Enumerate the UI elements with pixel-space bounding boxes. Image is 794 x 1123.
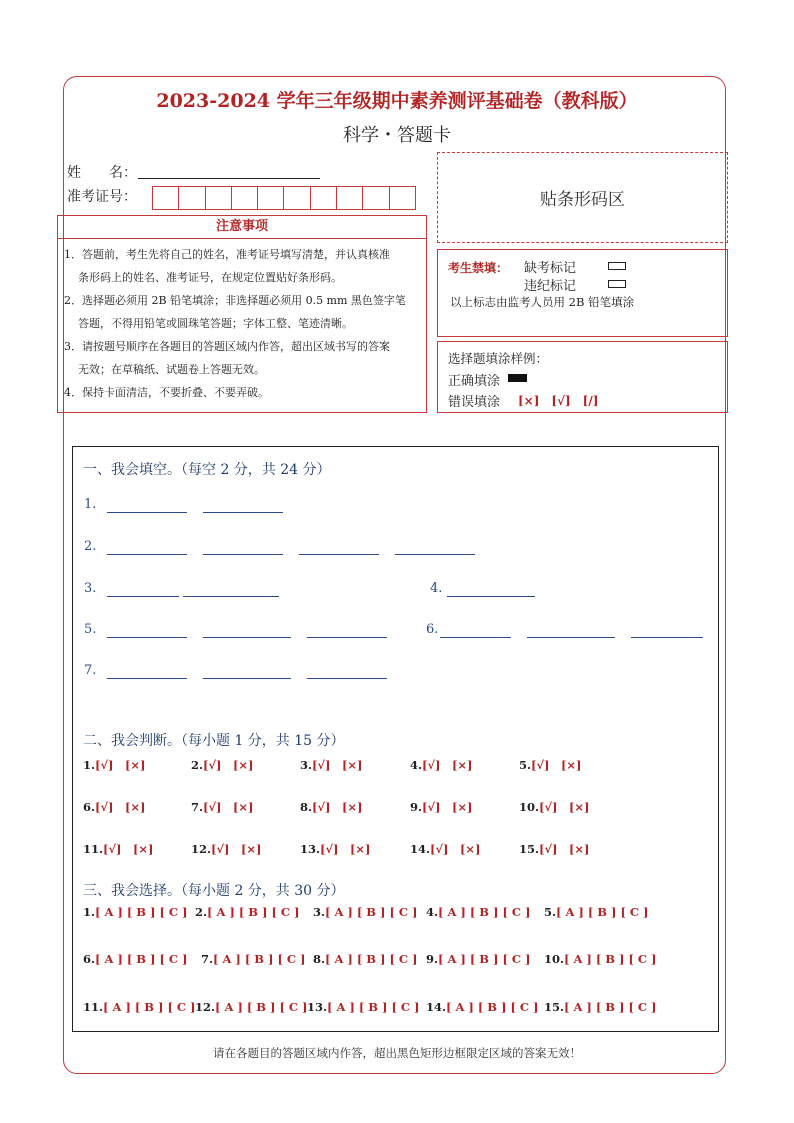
section1-title: 一、我会填空。（每空 2 分，共 24 分） — [83, 462, 331, 478]
choice-item[interactable]: 8.[ A ] [ B ] [ C ] — [313, 952, 418, 966]
footer-note: 请在各题目的答题区域内作答，超出黑色矩形边框限定区域的答案无效！ — [213, 1046, 581, 1060]
barcode-area: 贴条形码区 — [437, 152, 728, 243]
choice-item[interactable]: 2.[ A ] [ B ] [ C ] — [195, 905, 300, 919]
q3-number: 3. — [84, 581, 97, 596]
notice-item: 无效；在草稿纸、试题卷上答题无效。 — [78, 363, 265, 376]
choice-item[interactable]: 4.[ A ] [ B ] [ C ] — [426, 905, 531, 919]
blank-line[interactable] — [440, 637, 511, 638]
judge-item[interactable]: 1.[√] [×] — [83, 758, 146, 772]
q5-number: 5. — [84, 622, 97, 637]
judge-item[interactable]: 15.[√] [×] — [519, 842, 590, 856]
blank-line[interactable] — [107, 678, 187, 679]
blank-line[interactable] — [183, 596, 279, 597]
judge-item[interactable]: 7.[√] [×] — [191, 800, 254, 814]
blank-line[interactable] — [395, 554, 475, 555]
notice-item: 4．保持卡面清洁，不要折叠、不要弄破。 — [64, 386, 269, 399]
choice-item[interactable]: 1.[ A ] [ B ] [ C ] — [83, 905, 188, 919]
name-field[interactable] — [138, 178, 320, 179]
blank-line[interactable] — [203, 512, 283, 513]
judge-item[interactable]: 6.[√] [×] — [83, 800, 146, 814]
blank-line[interactable] — [107, 637, 187, 638]
name-label: 姓 名： — [67, 165, 137, 181]
notice-item: 条形码上的姓名、准考证号，在规定位置贴好条形码。 — [78, 271, 342, 284]
judge-item[interactable]: 9.[√] [×] — [410, 800, 473, 814]
q6-number: 6. — [426, 622, 439, 637]
judge-item[interactable]: 5.[√] [×] — [519, 758, 582, 772]
judge-item[interactable]: 13.[√] [×] — [300, 842, 371, 856]
examiner-only-box — [437, 249, 728, 337]
q2-number: 2. — [84, 539, 97, 554]
choice-item[interactable]: 10.[ A ] [ B ] [ C ] — [544, 952, 657, 966]
blank-line[interactable] — [107, 512, 187, 513]
wrong-fill-marks: [×] [√] [/] — [518, 394, 599, 408]
notice-heading: 注意事项 — [58, 216, 426, 239]
choice-item[interactable]: 11.[ A ] [ B ] [ C ] — [83, 1000, 196, 1014]
blank-line[interactable] — [203, 554, 283, 555]
choice-item[interactable]: 5.[ A ] [ B ] [ C ] — [544, 905, 649, 919]
violation-mark-box[interactable] — [608, 280, 626, 288]
blank-line[interactable] — [107, 554, 187, 555]
section2-title: 二、我会判断。（每小题 1 分，共 15 分） — [83, 733, 345, 749]
notice-item: 1．答题前，考生先将自己的姓名，准考证号填写清楚，并认真核准 — [64, 248, 390, 261]
notice-item: 3．请按题号顺序在各题目的答题区域内作答，超出区域书写的答案 — [64, 340, 390, 353]
choice-item[interactable]: 13.[ A ] [ B ] [ C ] — [307, 1000, 420, 1014]
choice-item[interactable]: 6.[ A ] [ B ] [ C ] — [83, 952, 188, 966]
absent-label: 缺考标记 — [524, 261, 577, 276]
choice-item[interactable]: 12.[ A ] [ B ] [ C ] — [195, 1000, 308, 1014]
forbidden-label: 考生禁填： — [448, 261, 509, 275]
blank-line[interactable] — [299, 554, 379, 555]
violation-label: 违纪标记 — [524, 279, 577, 294]
blank-line[interactable] — [203, 637, 291, 638]
q4-number: 4. — [430, 581, 443, 596]
page-title: 2023-2024 学年三年级期中素养测评基础卷（教科版） — [156, 90, 638, 112]
notice-item: 答题，不得用铅笔或圆珠笔答题；字体工整、笔迹清晰。 — [78, 317, 353, 330]
judge-item[interactable]: 11.[√] [×] — [83, 842, 154, 856]
wrong-fill-label: 错误填涂 — [448, 395, 501, 410]
q7-number: 7. — [84, 663, 97, 678]
judge-item[interactable]: 14.[√] [×] — [410, 842, 481, 856]
correct-fill-sample — [508, 374, 527, 382]
blank-line[interactable] — [631, 637, 703, 638]
choice-item[interactable]: 14.[ A ] [ B ] [ C ] — [426, 1000, 539, 1014]
blank-line[interactable] — [307, 637, 387, 638]
judge-item[interactable]: 8.[√] [×] — [300, 800, 363, 814]
forbidden-note: 以上标志由监考人员用 2B 铅笔填涂 — [450, 295, 635, 309]
judge-item[interactable]: 2.[√] [×] — [191, 758, 254, 772]
correct-fill-label: 正确填涂 — [448, 374, 501, 389]
fill-sample-title: 选择题填涂样例： — [448, 351, 549, 366]
judge-item[interactable]: 12.[√] [×] — [191, 842, 262, 856]
judge-item[interactable]: 10.[√] [×] — [519, 800, 590, 814]
notice-box — [57, 215, 427, 413]
choice-item[interactable]: 9.[ A ] [ B ] [ C ] — [426, 952, 531, 966]
blank-line[interactable] — [527, 637, 615, 638]
blank-line[interactable] — [203, 678, 291, 679]
absent-mark-box[interactable] — [608, 262, 626, 270]
choice-item[interactable]: 15.[ A ] [ B ] [ C ] — [544, 1000, 657, 1014]
notice-item: 2．选择题必须用 2B 铅笔填涂；非选择题必须用 0.5 mm 黑色签字笔 — [64, 294, 406, 307]
judge-item[interactable]: 4.[√] [×] — [410, 758, 473, 772]
id-label: 准考证号： — [67, 189, 137, 205]
fill-sample-box — [437, 341, 728, 413]
blank-line[interactable] — [107, 596, 179, 597]
blank-line[interactable] — [307, 678, 387, 679]
page-subtitle: 科学・答题卡 — [343, 125, 451, 146]
q1-number: 1. — [84, 497, 97, 512]
exam-id-boxes[interactable] — [152, 186, 416, 210]
choice-item[interactable]: 7.[ A ] [ B ] [ C ] — [201, 952, 306, 966]
blank-line[interactable] — [447, 596, 535, 597]
section3-title: 三、我会选择。（每小题 2 分，共 30 分） — [83, 883, 345, 899]
choice-item[interactable]: 3.[ A ] [ B ] [ C ] — [313, 905, 418, 919]
judge-item[interactable]: 3.[√] [×] — [300, 758, 363, 772]
